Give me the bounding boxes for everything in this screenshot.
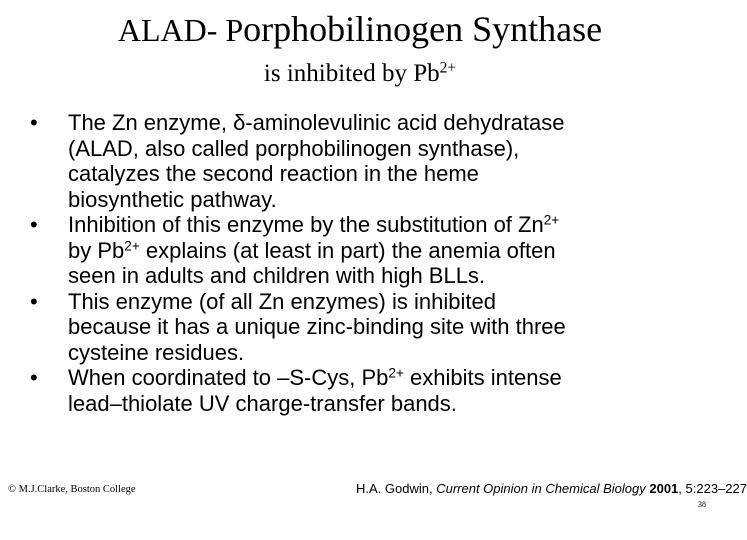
bullet-text: When coordinated to –S-Cys, Pb <box>68 365 389 390</box>
superscript: 2+ <box>388 365 404 381</box>
bullet-line: This enzyme (of all Zn enzymes) is inhibited <box>68 288 496 314</box>
bullet-line: The Zn enzyme, δ-aminolevulinic acid dehydratase <box>68 110 565 135</box>
slide-title <box>0 8 720 51</box>
citation-pages: :223–227 <box>692 481 747 496</box>
slide-subtitle <box>0 58 720 90</box>
bullet-item <box>30 365 720 416</box>
bullet-item <box>30 110 720 212</box>
subtitle-text: is inhibited by Pb <box>263 60 440 87</box>
citation-volume-sep: , 5 <box>678 481 693 496</box>
bullet-line: lead–thiolate UV charge-transfer bands. <box>68 390 457 416</box>
bullet-line: because it has a unique zinc-binding site with three <box>68 314 566 339</box>
citation-year: 2001 <box>645 481 679 496</box>
bullet-dot: • <box>30 288 38 314</box>
copyright-note: © M.J.Clarke, Boston College <box>8 484 136 495</box>
superscript: 2+ <box>543 212 560 228</box>
bullet-text: Inhibition of this enzyme by the substitution of Zn <box>68 212 544 237</box>
bullet-line: catalyzes the second reaction in the heme <box>68 161 479 186</box>
citation <box>356 481 747 496</box>
bullet-text: by Pb <box>68 237 125 263</box>
citation-authors: H.A. Godwin, <box>356 481 437 496</box>
citation-journal: Current Opinion in Chemical Biology <box>436 481 646 496</box>
subtitle-superscript: 2+ <box>439 59 457 77</box>
bullet-item <box>30 289 720 366</box>
bullet-item <box>30 212 720 289</box>
page-number: 38 <box>698 500 706 509</box>
title-main: orphobilinogen Synthase <box>243 9 603 49</box>
bullet-list <box>30 110 720 416</box>
bullet-line: cysteine residues. <box>68 339 245 365</box>
bullet-line: (ALAD, also called porphobilinogen synthase), <box>68 135 520 161</box>
bullet-text: explains (at least in part) the anemia often <box>139 237 556 263</box>
bullet-text: exhibits intense <box>403 365 562 390</box>
bullet-line: seen in adults and children with high BLLs. <box>68 263 486 288</box>
superscript: 2+ <box>124 238 140 253</box>
bullet-dot: • <box>30 212 38 237</box>
title-lead: ALAD- P <box>117 12 244 48</box>
bullet-line: biosynthetic pathway. <box>68 186 277 212</box>
bullet-dot: • <box>30 110 38 135</box>
bullet-dot: • <box>30 365 38 390</box>
